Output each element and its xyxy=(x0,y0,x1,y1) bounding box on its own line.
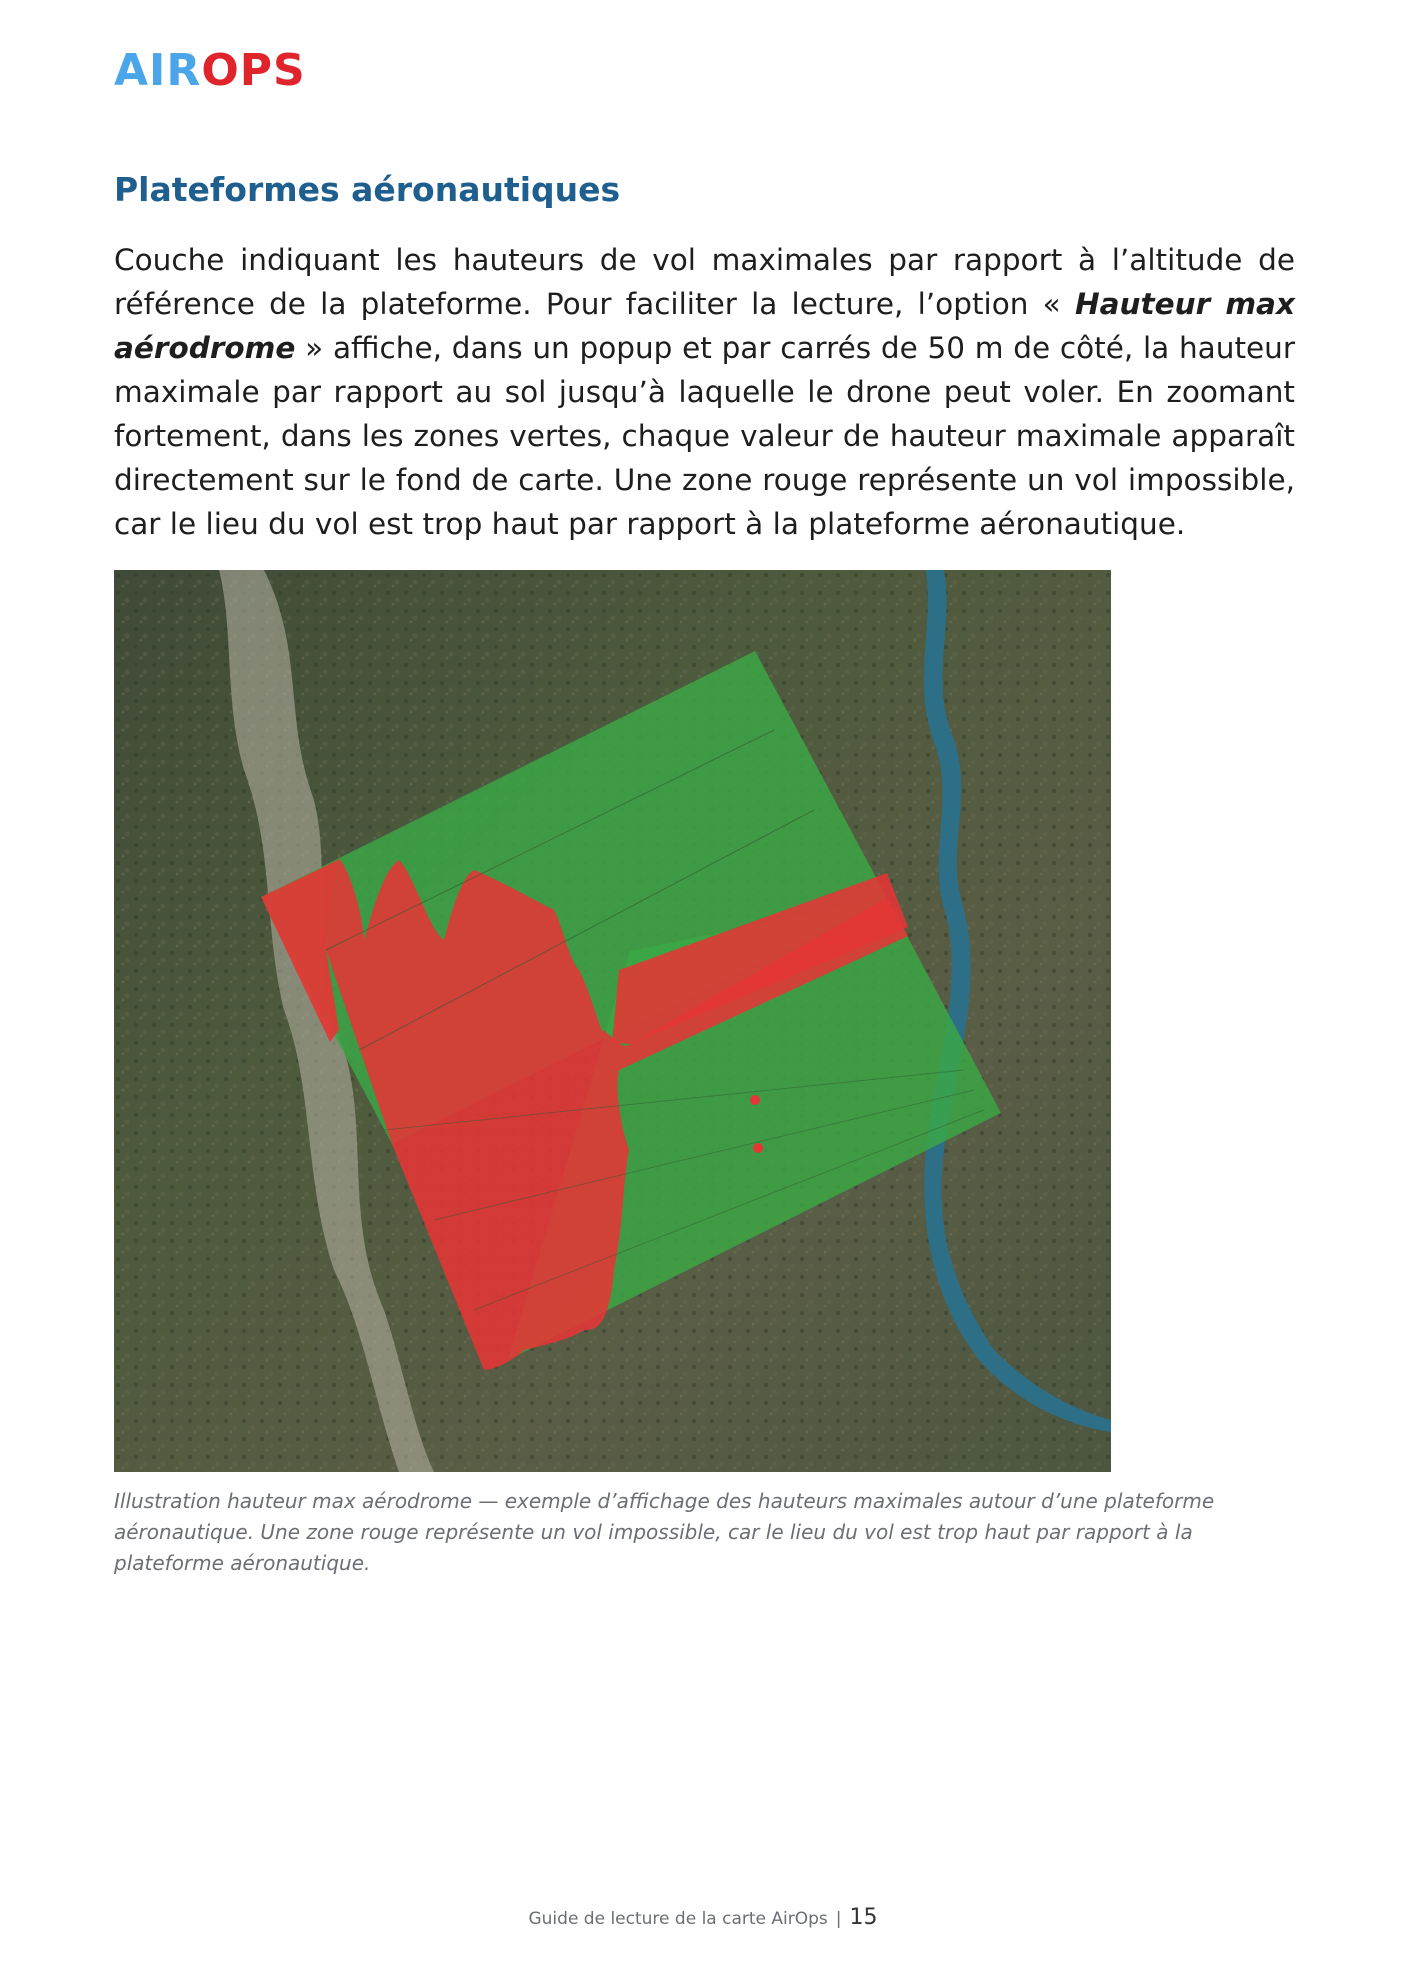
paragraph-text-before: Couche indiquant les hauteurs de vol maximales par rapport à l’altitude de référence de la plateforme. Pour faciliter la lecture, l’option « xyxy=(114,243,1295,321)
section-title: Plateformes aéronautiques xyxy=(114,170,621,209)
logo-text-air: AIR xyxy=(114,45,202,96)
satellite-map-figure xyxy=(114,570,1111,1472)
forbidden-spot xyxy=(750,1095,760,1105)
footer-separator: | xyxy=(835,1909,842,1929)
airops-logo xyxy=(114,45,306,96)
page-number: 15 xyxy=(849,1905,878,1930)
section-paragraph xyxy=(114,238,1295,546)
paragraph-text-after: » affiche, dans un popup et par carrés de 50 m de côté, la hauteur maximale par rapport au sol jusqu’à laquelle le drone peut voler. En zoomant fortement, dans les zones vertes, chaque valeur de hauteur maximale apparaît directement sur le fond de carte. Une zone rouge représente un vol impossible, car le lieu du vol est trop haut par rapport à la plateforme aéronautique. xyxy=(114,331,1295,541)
figure-caption: Illustration hauteur max aérodrome — exemple d’affichage des hauteurs maximales autour d’une plateforme aéronautique. Une zone rouge représente un vol impossible, car le lieu du vol est trop haut par rapport à la plateforme aéronautique. xyxy=(114,1489,1215,1575)
logo-text-ops: OPS xyxy=(201,45,306,96)
page-footer xyxy=(0,1905,1406,1930)
paragraph-emphasis: Hauteur max aérodrome xyxy=(114,287,1295,365)
forbidden-spot xyxy=(753,1143,763,1153)
map-illustration xyxy=(114,570,1111,1472)
footer-text: Guide de lecture de la carte AirOps xyxy=(528,1909,828,1929)
